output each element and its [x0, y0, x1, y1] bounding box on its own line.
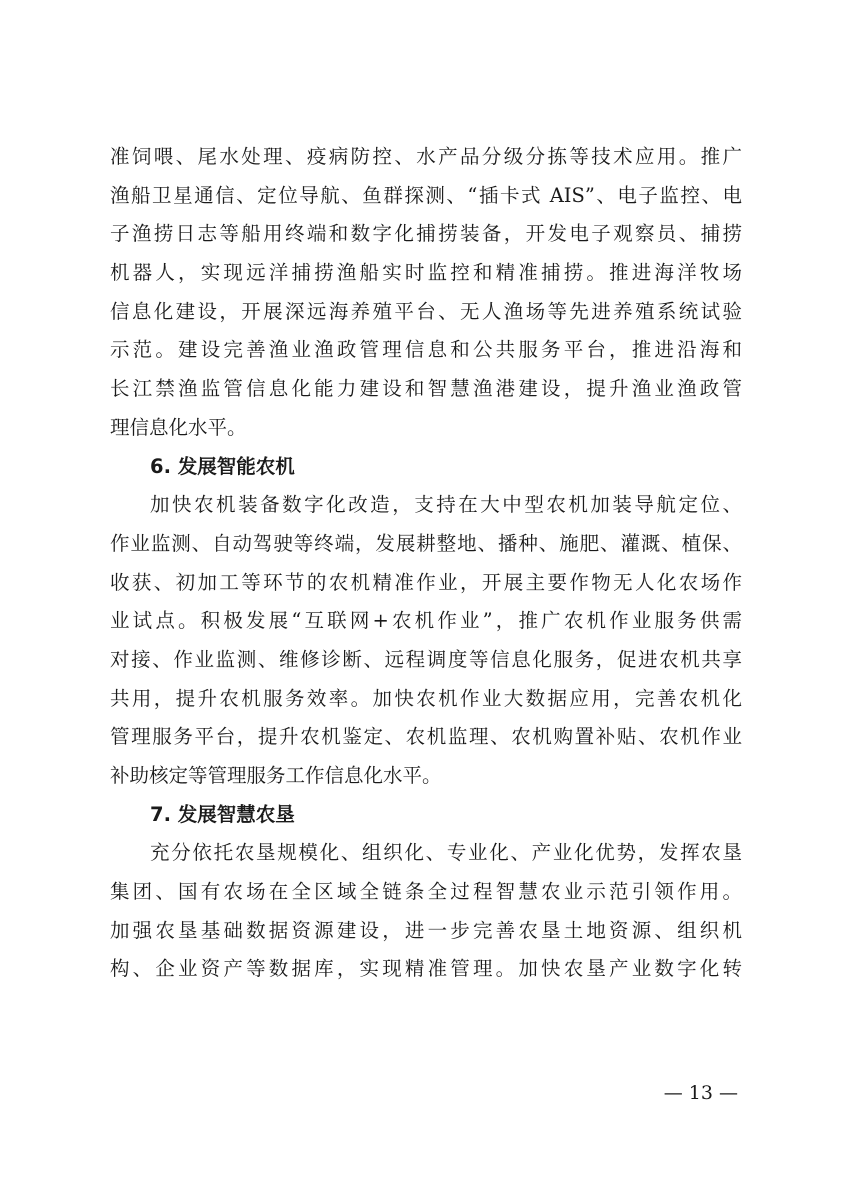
- text-line: 补助核定等管理服务工作信息化水平。: [110, 764, 442, 787]
- body-text: [110, 138, 742, 989]
- text-line: 共用，提升农机服务效率。加快农机作业大数据应用，完善农机化: [110, 686, 742, 710]
- text-line: 加快农机装备数字化改造，支持在大中型农机加装导航定位、: [150, 493, 742, 517]
- text-line: 准饲喂、尾水处理、疫病防控、水产品分级分拣等技术应用。推广: [110, 145, 742, 168]
- section-heading-smart-reclamation: 7. 发展智慧农垦: [150, 802, 295, 826]
- page-number: — 13 —: [663, 1082, 738, 1104]
- text-line: 对接、作业监测、维修诊断、远程调度等信息化服务，促进农机共享: [110, 647, 742, 671]
- text-line: 收获、初加工等环节的农机精准作业，开展主要作物无人化农场作: [110, 570, 742, 594]
- text-line: 示范。建设完善渔业渔政管理信息和公共服务平台，推进沿海和: [110, 338, 742, 362]
- paragraph-fishery: [110, 138, 742, 448]
- paragraph-smart-reclamation: [110, 834, 742, 989]
- text-line: 作业监测、自动驾驶等终端，发展耕整地、播种、施肥、灌溉、植保、: [110, 531, 742, 555]
- text-line: 集团、国有农场在全区域全链条全过程智慧农业示范引领作用。: [110, 880, 742, 904]
- text-line: 长江禁渔监管信息化能力建设和智慧渔港建设，提升渔业渔政管: [110, 377, 742, 401]
- section-heading-smart-machinery: 6. 发展智能农机: [150, 454, 295, 478]
- paragraph-smart-machinery: [110, 486, 742, 796]
- text-line: 理信息化水平。: [110, 415, 247, 439]
- text-line: 信息化建设，开展深远海养殖平台、无人渔场等先进养殖系统试验: [110, 299, 742, 323]
- text-line: 构、企业资产等数据库，实现精准管理。加快农垦产业数字化转: [110, 957, 742, 981]
- text-line: 子渔捞日志等船用终端和数字化捕捞装备，开发电子观察员、捕捞: [110, 222, 742, 246]
- text-line: 机器人，实现远洋捕捞渔船实时监控和精准捕捞。推进海洋牧场: [110, 261, 742, 285]
- text-line: 业试点。积极发展“互联网+农机作业”，推广农机作业服务供需: [110, 609, 742, 633]
- text-line: 管理服务平台，提升农机鉴定、农机监理、农机购置补贴、农机作业: [110, 725, 742, 749]
- text-line: 充分依托农垦规模化、组织化、专业化、产业化优势，发挥农垦: [150, 841, 742, 865]
- text-line: 加强农垦基础数据资源建设，进一步完善农垦土地资源、组织机: [110, 918, 742, 942]
- text-line: 渔船卫星通信、定位导航、鱼群探测、“插卡式 AIS”、电子监控、电: [110, 183, 742, 207]
